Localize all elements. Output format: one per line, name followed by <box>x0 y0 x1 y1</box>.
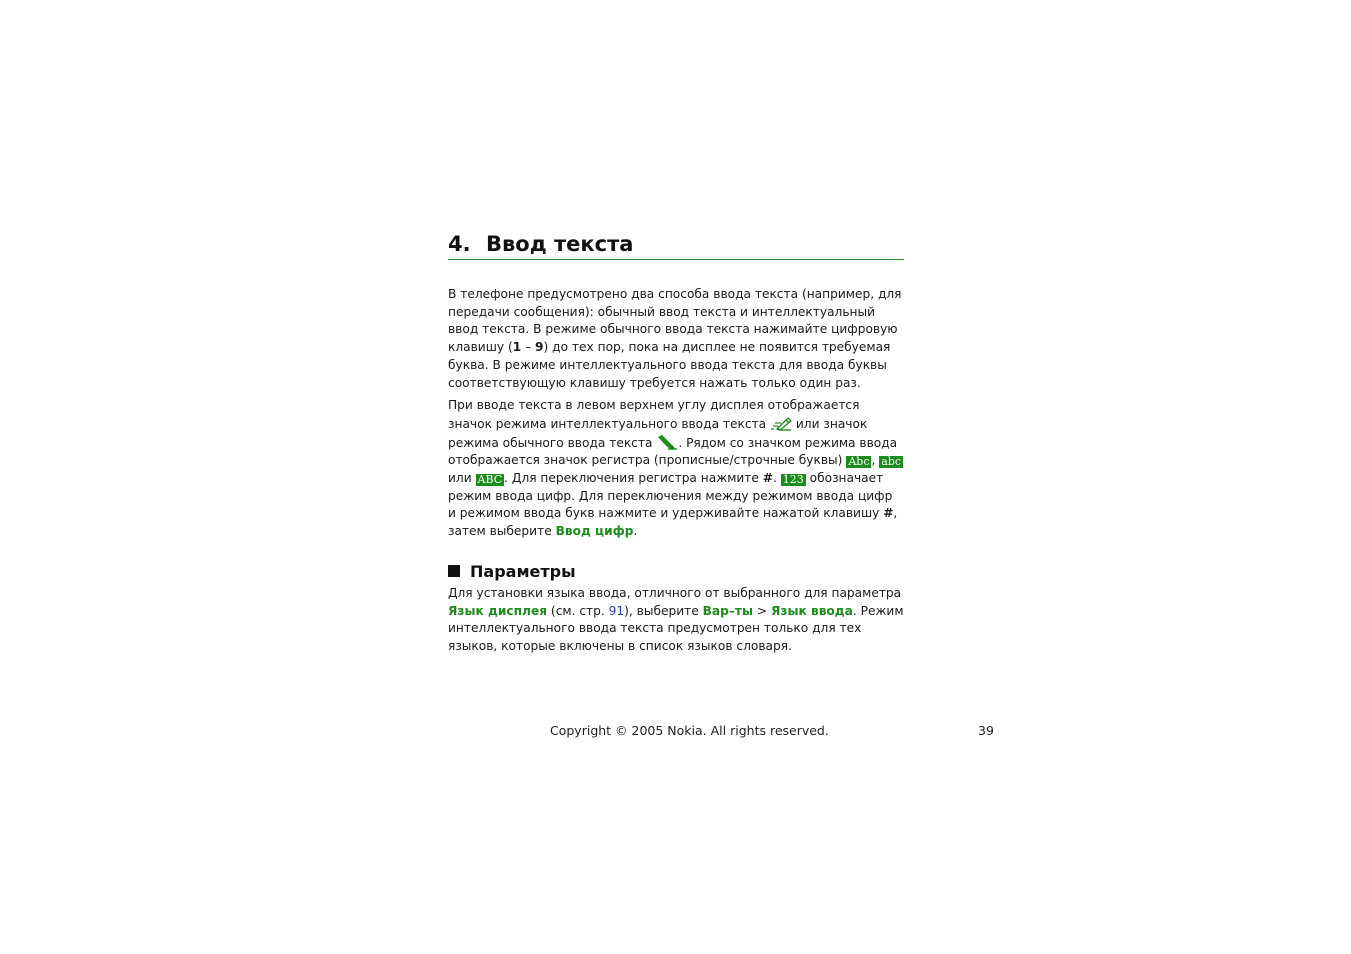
square-bullet-icon <box>448 565 460 577</box>
case-badge-abc-lower: abc <box>881 455 901 469</box>
page-reference-link[interactable]: 91 <box>608 603 625 618</box>
number-mode-badge: 123 <box>782 473 804 487</box>
text-run: . <box>773 471 781 486</box>
intro-paragraph <box>448 286 904 392</box>
section-title: Параметры <box>470 561 576 581</box>
key-label: # <box>883 506 894 521</box>
text-run: (см. стр. <box>547 603 609 618</box>
text-run: При вводе текста в левом верхнем углу дисплея отображается значок режима интеллектуального ввода текста <box>448 398 860 431</box>
section-heading <box>448 562 904 581</box>
text-run: Для установки языка ввода, отличного от выбранного для параметра <box>448 585 902 600</box>
chapter-title: Ввод текста <box>486 232 634 256</box>
text-run: . Рядом со значком режима ввода отображается значок регистра (прописные/строчные буквы) <box>448 435 898 468</box>
text-run: ) до тех пор, пока на дисплее не появится требуемая буква. В режиме интеллектуального ввода текста для ввода буквы соответствующую клавишу требуется нажать только один раз. <box>448 340 891 390</box>
menu-option-input-language: Язык ввода <box>770 603 853 618</box>
menu-option-number-mode: Ввод цифр <box>555 524 634 539</box>
indicators-paragraph <box>448 397 904 541</box>
text-run: . <box>633 524 638 539</box>
predictive-text-pen-icon <box>770 415 792 431</box>
text-run: > <box>753 603 771 618</box>
copyright-footer: Copyright © 2005 Nokia. All rights reserved. <box>550 723 829 738</box>
page-content <box>448 232 904 656</box>
chapter-heading <box>448 232 904 260</box>
text-run: или значок режима обычного ввода текста <box>448 416 868 450</box>
text-run: обозначает режим ввода цифр. Для переключения между режимом ввода цифр и режимом ввода букв нажмите и удерживайте нажатой клавишу <box>448 471 893 521</box>
key-label: 9 <box>535 340 544 355</box>
text-run: . Для переключения регистра нажмите <box>504 471 763 486</box>
menu-option-display-language: Язык дисплея <box>448 603 548 618</box>
settings-paragraph <box>448 585 904 656</box>
key-label: 1 <box>512 340 522 355</box>
text-run: – <box>521 340 536 355</box>
text-run: , <box>871 453 880 468</box>
traditional-text-pen-icon <box>656 434 678 450</box>
case-badge-abc-title: Abc <box>848 455 870 469</box>
text-run: или <box>448 471 476 486</box>
text-run: ), выберите <box>624 603 703 618</box>
text-run: , затем выберите <box>448 506 898 539</box>
chapter-number: 4. <box>448 232 471 256</box>
menu-option-options: Вар–ты <box>702 603 754 618</box>
page-number: 39 <box>978 723 994 738</box>
case-badge-abc-upper: ABC <box>477 473 503 487</box>
key-label: # <box>762 471 774 486</box>
text-run: В телефоне предусмотрено два способа ввода текста (например, для передачи сообщения): обычный ввод текста и интеллектуальный ввод текста. В режиме обычного ввода текста нажимайте цифровую клавишу ( <box>448 287 902 355</box>
text-run: . Режим интеллектуального ввода текста предусмотрен только для тех языков, которые включены в список языков словаря. <box>448 603 904 653</box>
